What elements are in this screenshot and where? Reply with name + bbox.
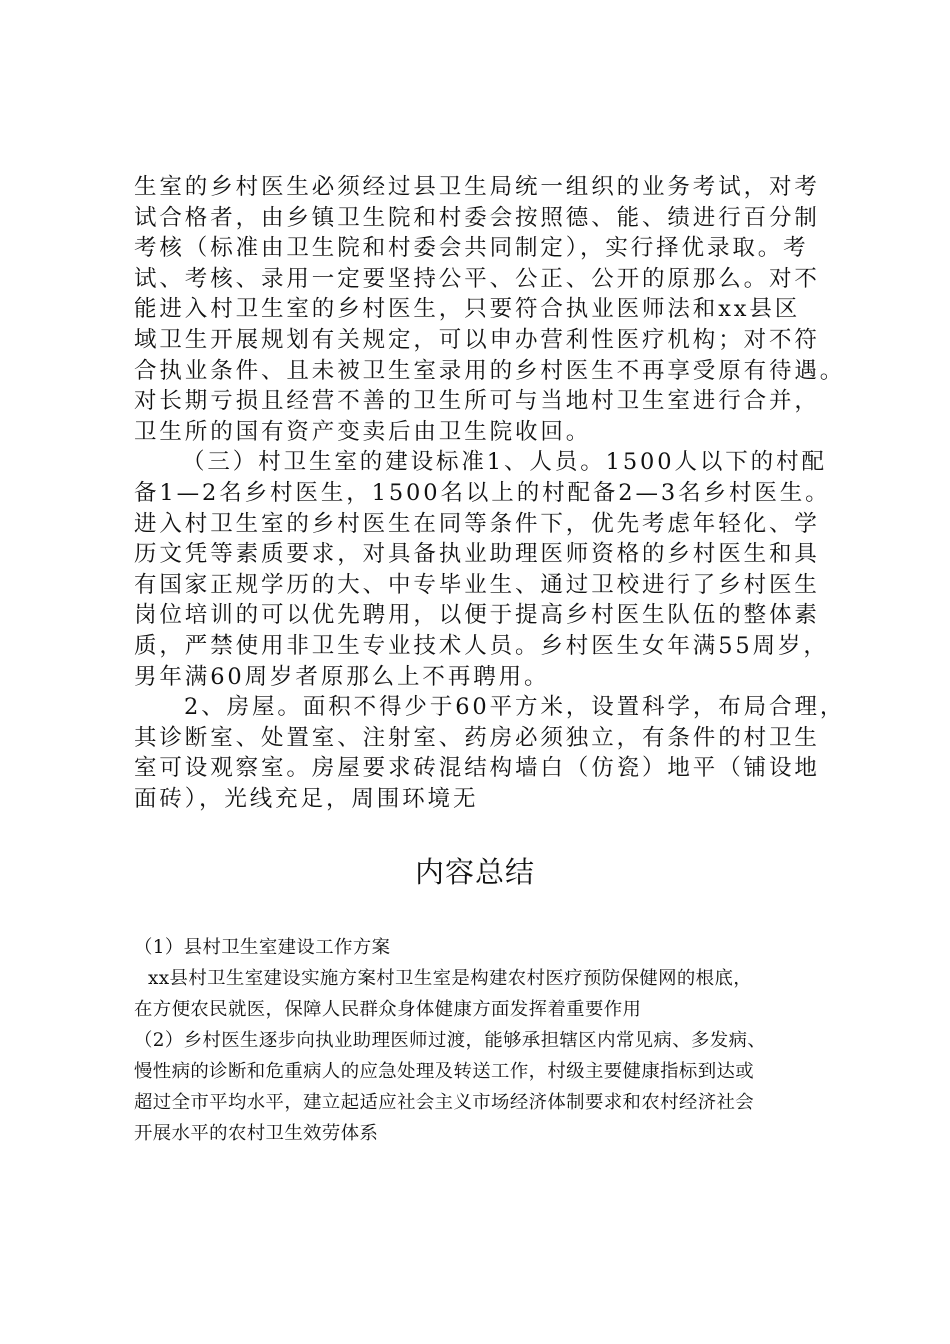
summary-section xyxy=(134,932,834,1149)
body-line: 考核（标准由卫生院和村委会共同制定），实行择优录取。考 xyxy=(134,235,809,262)
body-line: 质，严禁使用非卫生专业技术人员。乡村医生女年满55周岁， xyxy=(134,632,829,659)
summary-line: 慢性病的诊断和危重病人的应急处理及转送工作，村级主要健康指标到达或 xyxy=(134,1061,755,1082)
body-line: 试、考核、录用一定要坚持公平、公正、公开的原那么。对不 xyxy=(134,265,820,292)
body-line: 域卫生开展规划有关规定，可以申办营利性医疗机构；对不符 xyxy=(134,326,820,353)
body-line: 试合格者，由乡镇卫生院和村委会按照德、能、绩进行百分制 xyxy=(134,204,820,231)
body-line: 男年满60周岁者原那么上不再聘用。 xyxy=(134,663,550,690)
body-line: 岗位培训的可以优先聘用，以便于提高乡村医生队伍的整体素 xyxy=(134,602,820,629)
summary-line: （2）乡村医生逐步向执业助理医师过渡，能够承担辖区内常见病、多发病、 xyxy=(134,1030,767,1051)
summary-line: 开展水平的农村卫生效劳体系 xyxy=(134,1123,379,1144)
body-line: 其诊断室、处置室、注射室、药房必须独立，有条件的村卫生 xyxy=(134,724,820,751)
summary-title: 内容总结 xyxy=(414,855,535,889)
body-line: 历文凭等素质要求，对具备执业助理医师资格的乡村医生和具 xyxy=(134,541,820,568)
body-line: 卫生所的国有资产变卖后由卫生院收回。 xyxy=(134,418,592,445)
body-line: 对长期亏损且经营不善的卫生所可与当地村卫生室进行合并， xyxy=(134,388,820,415)
body-line: 合执业条件、且未被卫生室录用的乡村医生不再享受原有待遇。 xyxy=(134,357,846,384)
body-line: 进入村卫生室的乡村医生在同等条件下，优先考虑年轻化、学 xyxy=(134,510,820,537)
body-line: 室可设观察室。房屋要求砖混结构墙白（仿瓷）地平（铺设地 xyxy=(134,755,820,782)
summary-line: 在方便农民就医，保障人民群众身体健康方面发挥着重要作用 xyxy=(134,999,642,1020)
body-line: （三）村卫生室的建设标准1、人员。1500人以下的村配 xyxy=(182,449,827,476)
body-line: 备1—2名乡村医生，1500名以上的村配备2—3名乡村医生。 xyxy=(134,479,831,506)
body-line: 2、房屋。面积不得少于60平方米，设置科学，布局合理， xyxy=(184,694,846,721)
summary-line: 超过全市平均水平，建立起适应社会主义市场经济体制要求和农村经济社会 xyxy=(134,1092,755,1113)
body-text xyxy=(134,172,844,814)
summary-line: xx县村卫生室建设实施方案村卫生室是构建农村医疗预防保健网的根底， xyxy=(148,968,753,989)
body-line: 能进入村卫生室的乡村医生，只要符合执业医师法和xx县区 xyxy=(134,296,801,323)
summary-line: （1）县村卫生室建设工作方案 xyxy=(134,937,391,958)
body-line: 有国家正规学历的大、中专毕业生、通过卫校进行了乡村医生 xyxy=(134,571,820,598)
body-line: 面砖），光线充足，周围环境无 xyxy=(134,785,479,812)
body-line: 生室的乡村医生必须经过县卫生局统一组织的业务考试，对考 xyxy=(134,174,820,200)
